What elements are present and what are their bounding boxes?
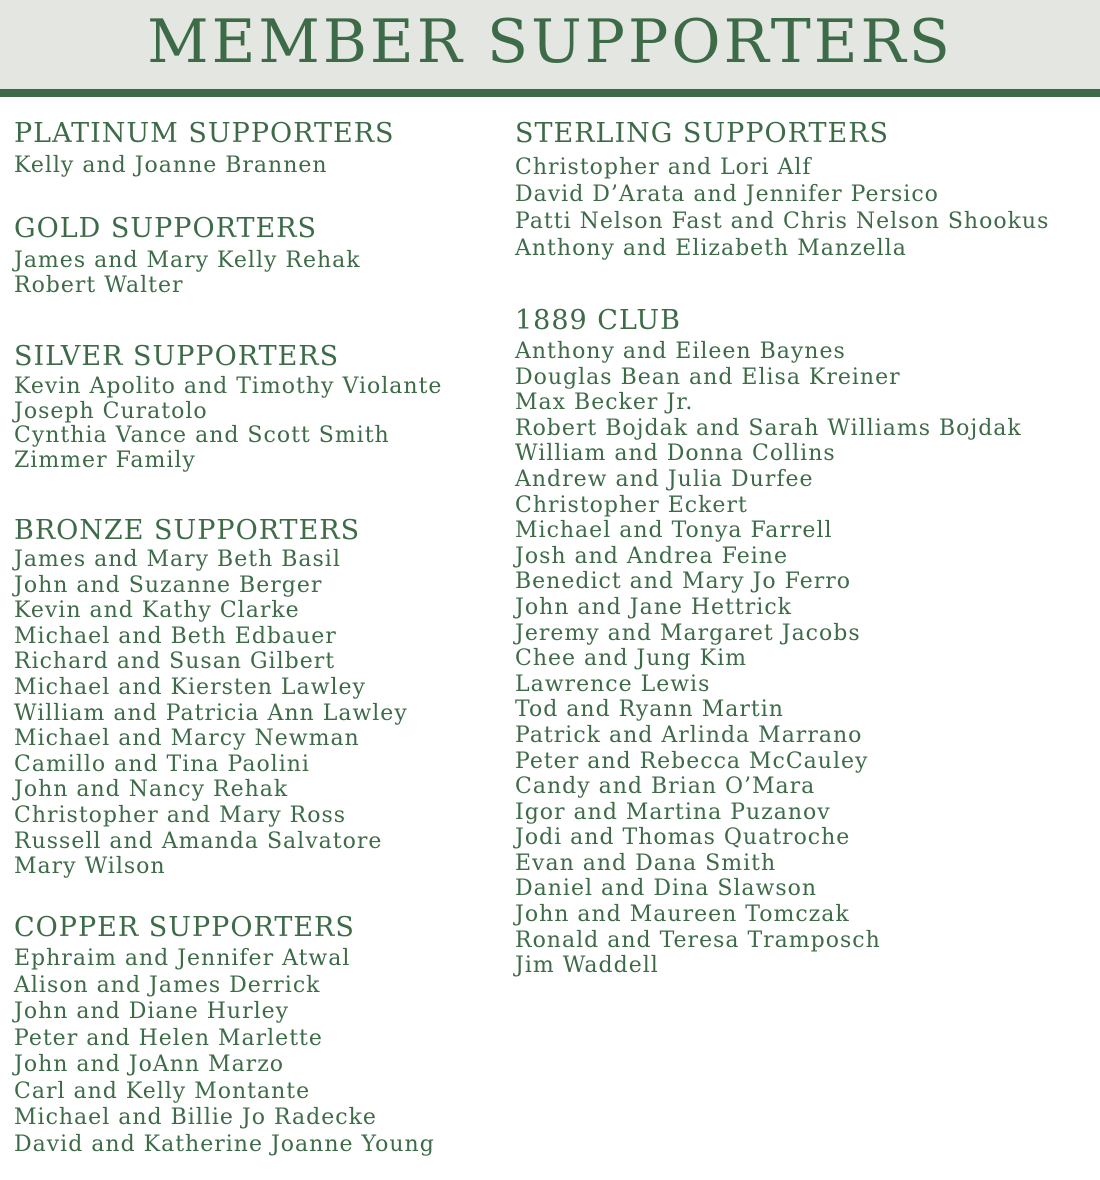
supporter-name: James and Mary Kelly Rehak [14,248,361,273]
supporter-name: John and JoAnn Marzo [14,1052,285,1077]
supporter-name: David and Katherine Joanne Young [14,1131,435,1157]
supporter-name: Ephraim and Jennifer Atwal [14,946,351,971]
supporter-name: John and Maureen Tomczak [515,902,850,928]
supporter-name: John and Suzanne Berger [14,572,323,598]
supporter-name: Robert Bojdak and Sarah Williams Bojdak [515,415,1022,441]
platinum-heading: PLATINUM SUPPORTERS [14,118,395,149]
page-title: MEMBER SUPPORTERS [147,7,953,77]
gold-heading: GOLD SUPPORTERS [14,213,317,244]
supporter-name: Peter and Helen Marlette [14,1025,323,1051]
sterling-list [515,154,1049,262]
silver-list [14,375,442,473]
supporter-name: Kelly and Joanne Brannen [14,153,328,178]
supporter-name: Christopher Eckert [515,492,748,518]
supporter-name: Jodi and Thomas Quatroche [515,825,851,851]
supporter-name: William and Donna Collins [515,441,836,467]
supporter-name: Benedict and Mary Jo Ferro [515,569,852,595]
supporter-name: Ronald and Teresa Tramposch [515,927,881,953]
supporter-name: Richard and Susan Gilbert [14,649,336,675]
supporter-name: Michael and Marcy Newman [14,726,360,752]
supporter-name: Michael and Beth Edbauer [14,623,337,649]
supporter-name: Christopher and Mary Ross [14,802,347,828]
supporter-name: Alison and James Derrick [14,972,321,998]
supporter-name: Igor and Martina Puzanov [515,799,831,825]
supporter-name: Cynthia Vance and Scott Smith [14,423,390,448]
supporter-name: Josh and Andrea Feine [515,543,788,569]
supporter-name: Michael and Tonya Farrell [515,518,833,544]
supporter-name: Camillo and Tina Paolini [14,751,310,777]
supporter-name: John and Nancy Rehak [14,777,289,803]
supporter-name: William and Patricia Ann Lawley [14,700,408,726]
club1889-heading: 1889 CLUB [515,305,682,336]
supporter-name: Russell and Amanda Salvatore [14,828,383,854]
supporter-name: Chee and Jung Kim [515,646,747,672]
supporter-name: Max Becker Jr. [515,390,694,416]
supporter-name: Patti Nelson Fast and Chris Nelson Shookus [515,209,1050,234]
gold-list [14,249,361,298]
supporter-name: David D’Arata and Jennifer Persico [515,182,939,207]
banner-divider [0,89,1100,97]
supporter-name: Tod and Ryann Martin [515,697,784,723]
supporter-name: Joseph Curatolo [14,398,208,424]
supporter-name: Candy and Brian O’Mara [515,774,816,800]
supporter-name: John and Jane Hettrick [515,594,792,620]
supporter-name: Andrew and Julia Durfee [515,466,814,492]
supporter-name: Michael and Kiersten Lawley [14,674,366,700]
supporter-name: Zimmer Family [14,447,196,473]
supporter-name: Daniel and Dina Slawson [515,876,818,902]
bronze-list [14,547,408,880]
supporter-name: Evan and Dana Smith [515,850,777,876]
supporter-name: Anthony and Eileen Baynes [515,339,846,364]
supporter-name: Douglas Bean and Elisa Kreiner [515,364,901,390]
supporter-name: Anthony and Elizabeth Manzella [515,236,907,261]
supporter-name: Peter and Rebecca McCauley [515,748,869,774]
supporter-name: Patrick and Arlinda Marrano [515,722,863,748]
supporter-name: Michael and Billie Jo Radecke [14,1105,377,1130]
club1889-list [515,339,1022,979]
copper-heading: COPPER SUPPORTERS [14,912,355,943]
bronze-heading: BRONZE SUPPORTERS [14,515,361,546]
supporter-name: Kevin Apolito and Timothy Violante [14,374,443,399]
supporter-name: James and Mary Beth Basil [14,547,341,572]
supporter-name: Carl and Kelly Montante [14,1078,311,1104]
supporter-name: Kevin and Kathy Clarke [14,598,300,624]
supporter-name: Jim Waddell [515,953,659,979]
copper-list [14,946,435,1158]
silver-heading: SILVER SUPPORTERS [14,341,340,372]
supporter-name: John and Diane Hurley [14,999,290,1024]
supporter-name: Lawrence Lewis [515,671,711,697]
supporter-name: Christopher and Lori Alf [515,155,812,180]
platinum-list [14,153,328,179]
supporter-name: Mary Wilson [14,854,166,880]
supporter-name: Jeremy and Margaret Jacobs [515,620,861,646]
sterling-heading: STERLING SUPPORTERS [515,118,890,149]
supporter-name: Robert Walter [14,272,184,298]
